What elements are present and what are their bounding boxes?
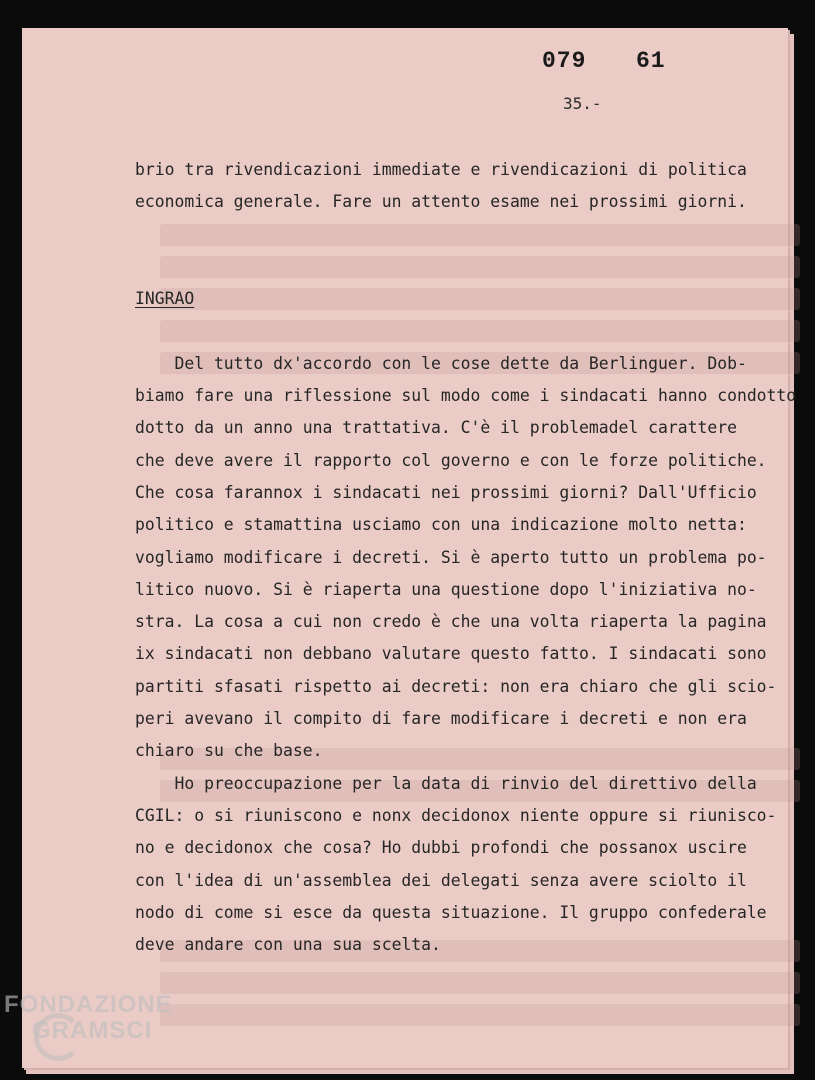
bleed-through-line — [160, 972, 800, 994]
watermark-line-2: GRAMSCI — [32, 1017, 153, 1044]
text-line: vogliamo modificare i decreti. Si è aperto tutto un problema po- — [135, 547, 767, 567]
text-line: no e decidonox che cosa? Ho dubbi profondi che possanox uscire — [135, 838, 747, 858]
text-line: CGIL: o si riuniscono e nonx decidonox niente oppure si riunisco- — [135, 805, 777, 825]
bleed-through-line — [160, 1004, 800, 1026]
typed-text — [135, 154, 797, 961]
archive-number-right: 61 — [636, 48, 666, 74]
text-line: stra. La cosa a cui non credo è che una volta riaperta la pagina — [135, 612, 767, 632]
text-line: con l'idea di un'assemblea dei delegati senza avere sciolto il — [135, 870, 747, 890]
text-line: Del tutto dx'accordo con le cose dette da Berlinguer. Dob- — [135, 353, 747, 373]
text-line: ix sindacati non debbano valutare questo fatto. I sindacati sono — [135, 644, 767, 664]
text-line: biamo fare una riflessione sul modo come i sindacati hanno condotto — [135, 386, 797, 406]
text-line: litico nuovo. Si è riaperta una questione dopo l'iniziativa no- — [135, 579, 757, 599]
watermark-line-1: FONDAZIONE — [4, 991, 173, 1018]
archive-number-left: 079 — [542, 48, 587, 74]
text-line: chiaro su che base. — [135, 741, 323, 761]
text-line: dotto da un anno una trattativa. C'è il problemadel carattere — [135, 418, 737, 438]
text-line: Che cosa farannox i sindacati nei prossimi giorni? Dall'Ufficio — [135, 482, 757, 502]
text-line: nodo di come si esce da questa situazione. Il gruppo confederale — [135, 902, 767, 922]
text-line: partiti sfasati rispetto ai decreti: non era chiaro che gli scio- — [135, 676, 777, 696]
text-line: politico e stamattina usciamo con una indicazione molto netta: — [135, 515, 747, 535]
page-number: 35.- — [563, 94, 602, 113]
text-line: brio tra rivendicazioni immediate e rivendicazioni di politica — [135, 160, 747, 179]
speaker-heading: INGRAO — [135, 289, 195, 309]
text-line: deve andare con una sua scelta. — [135, 935, 441, 955]
text-line: che deve avere il rapporto col governo e con le forze politiche. — [135, 450, 767, 470]
text-line: peri avevano il compito di fare modificare i decreti e non era — [135, 709, 747, 729]
text-line: economica generale. Fare un attento esame nei prossimi giorni. — [135, 192, 747, 212]
text-line: Ho preoccupazione per la data di rinvio del direttivo della — [135, 773, 757, 793]
